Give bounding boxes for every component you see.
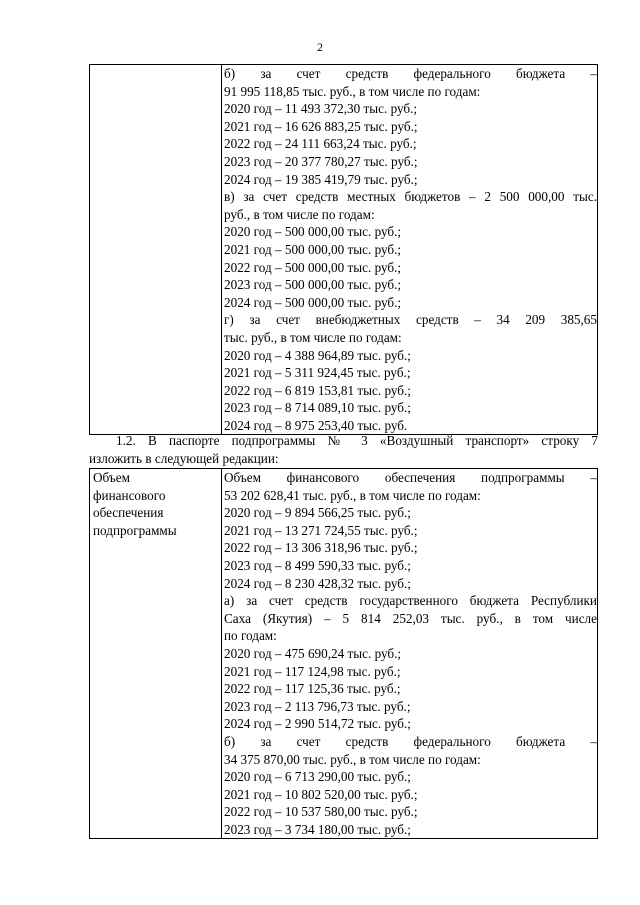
row-label-line: финансового: [93, 487, 166, 503]
row-label-line: Объем: [93, 470, 130, 485]
funding-line: 34 375 870,00 тыс. руб., в том числе по годам:: [224, 751, 481, 767]
funding-line: в) за счет средств местных бюджетов – 2 500 000,00 тыс.: [224, 189, 597, 205]
funding-line: б) за счет средств федерального бюджета –: [224, 733, 597, 749]
funding-line: 2024 год – 8 230 428,32 тыс. руб.;: [224, 575, 411, 591]
page-number: 2: [317, 40, 323, 54]
funding-table-subprogram-3: [89, 468, 598, 839]
funding-line: 2023 год – 500 000,00 тыс. руб.;: [224, 277, 402, 293]
funding-line: 2023 год – 3 734 180,00 тыс. руб.;: [224, 821, 411, 837]
funding-line: а) за счет средств государственного бюджета Республики: [224, 593, 597, 609]
table-row: [90, 469, 598, 839]
funding-line: 2021 год – 16 626 883,25 тыс. руб.;: [224, 118, 418, 134]
funding-line: 91 995 118,85 тыс. руб., в том числе по годам:: [224, 83, 481, 99]
table-row: [90, 65, 598, 435]
funding-line: 2021 год – 500 000,00 тыс. руб.;: [224, 241, 402, 257]
row-label-line: обеспечения: [93, 505, 164, 521]
funding-line: 2021 год – 10 802 520,00 тыс. руб.;: [224, 786, 418, 802]
funding-line: Объем финансового обеспечения подпрограммы –: [224, 470, 597, 485]
funding-line: 2023 год – 2 113 796,73 тыс. руб.;: [224, 698, 411, 714]
funding-line: 2023 год – 20 377 780,27 тыс. руб.;: [224, 153, 418, 169]
funding-line: 2020 год – 9 894 566,25 тыс. руб.;: [224, 505, 411, 521]
funding-line: Саха (Якутия) – 5 814 252,03 тыс. руб., в том числе: [224, 610, 597, 626]
funding-line: по годам:: [224, 628, 277, 644]
row-label-cell: [90, 469, 222, 839]
funding-line: 2022 год – 6 819 153,81 тыс. руб.;: [224, 382, 411, 398]
funding-line: 2021 год – 5 311 924,45 тыс. руб.;: [224, 365, 411, 381]
funding-line: 2023 год – 8 714 089,10 тыс. руб.;: [224, 400, 411, 416]
funding-line: 2022 год – 10 537 580,00 тыс. руб.;: [224, 804, 418, 820]
row-label-line: подпрограммы: [93, 522, 177, 538]
funding-line: 2022 год – 13 306 318,96 тыс. руб.;: [224, 540, 418, 556]
funding-line: 2024 год – 500 000,00 тыс. руб.;: [224, 294, 402, 310]
funding-line: тыс. руб., в том числе по годам:: [224, 329, 402, 345]
funding-line: 2022 год – 500 000,00 тыс. руб.;: [224, 259, 402, 275]
funding-line: 2022 год – 117 125,36 тыс. руб.;: [224, 681, 401, 697]
paragraph-line-2: изложить в следующей редакции:: [89, 450, 279, 466]
funding-line: 2022 год – 24 111 663,24 тыс. руб.;: [224, 136, 417, 152]
paragraph-line-1: 1.2. В паспорте подпрограммы № 3 «Воздушный транспорт» строку 7: [116, 433, 598, 448]
funding-line: 2023 год – 8 499 590,33 тыс. руб.;: [224, 557, 411, 573]
funding-details-cell: [222, 469, 598, 839]
funding-line: б) за счет средств федерального бюджета –: [224, 66, 597, 81]
funding-line: 2024 год – 2 990 514,72 тыс. руб.;: [224, 716, 411, 732]
amendment-paragraph: [89, 432, 598, 467]
funding-line: 2020 год – 6 713 290,00 тыс. руб.;: [224, 769, 411, 785]
funding-line: 2020 год – 500 000,00 тыс. руб.;: [224, 224, 402, 240]
row-label-cell: [90, 65, 222, 435]
funding-details-cell: [222, 65, 598, 435]
funding-table-continued: [89, 64, 598, 435]
funding-line: 2020 год – 4 388 964,89 тыс. руб.;: [224, 347, 411, 363]
funding-line: 2021 год – 13 271 724,55 тыс. руб.;: [224, 522, 418, 538]
funding-line: руб., в том числе по годам:: [224, 206, 375, 222]
funding-line: 2024 год – 8 975 253,40 тыс. руб.: [224, 417, 408, 433]
funding-line: 2020 год – 11 493 372,30 тыс. руб.;: [224, 101, 418, 117]
funding-line: 53 202 628,41 тыс. руб., в том числе по годам:: [224, 487, 481, 503]
funding-line: 2024 год – 19 385 419,79 тыс. руб.;: [224, 171, 418, 187]
funding-line: 2021 год – 117 124,98 тыс. руб.;: [224, 663, 401, 679]
funding-line: г) за счет внебюджетных средств – 34 209 385,65: [224, 312, 597, 328]
funding-line: 2020 год – 475 690,24 тыс. руб.;: [224, 645, 402, 661]
